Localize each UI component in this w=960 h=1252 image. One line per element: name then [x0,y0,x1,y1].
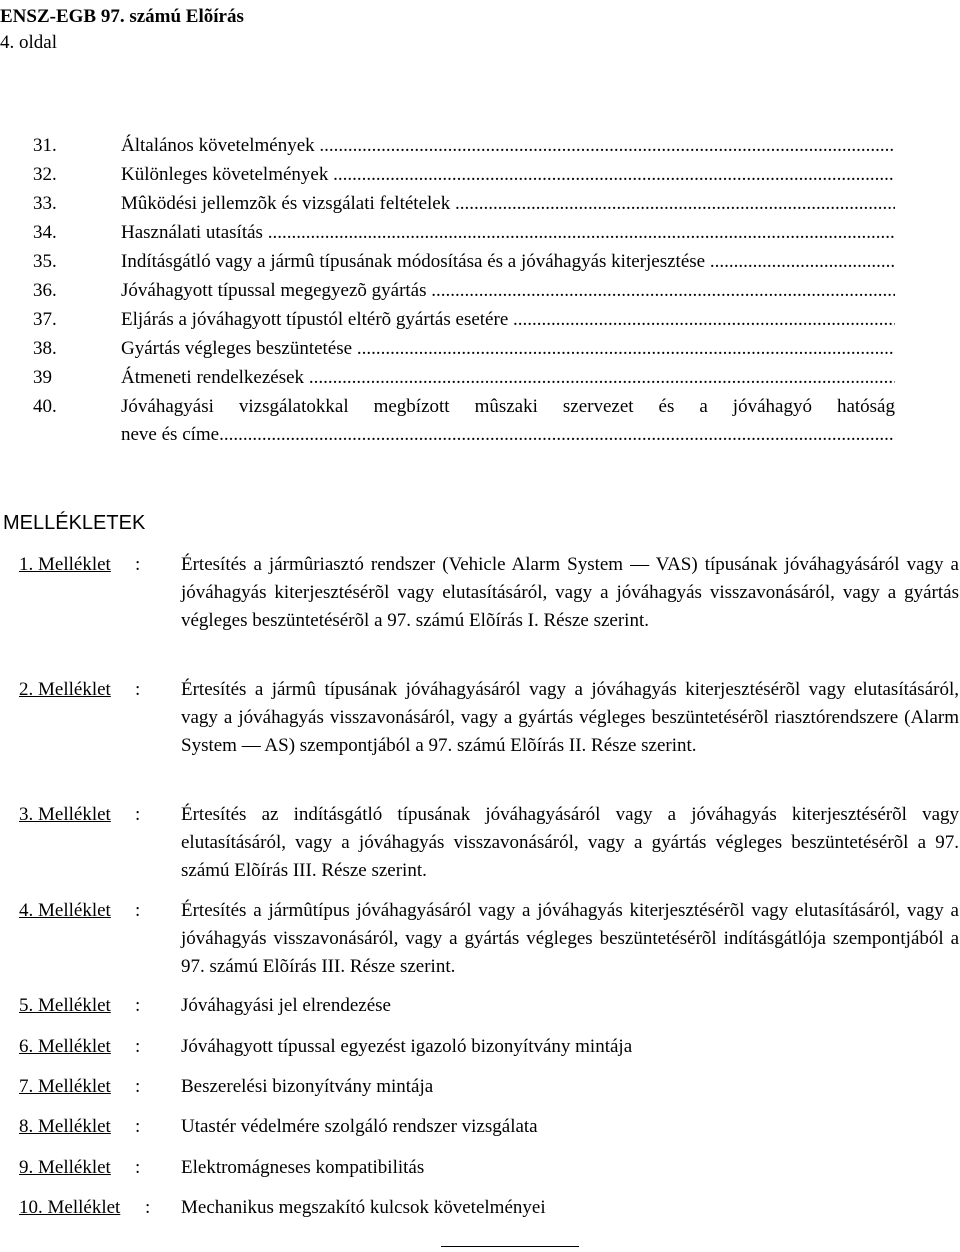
annex-description: Értesítés az indításgátló típusának jóváhagyásáról vagy a jóváhagyás kiterjesztésérõl vagy elutasításáról, vagy a jóváhagyás visszavonásáról, vagy a gyártás végleges beszüntetésérõl a 97. számú Elõírás III. Része szerint. [181,804,959,881]
page-header [0,4,244,56]
toc-number: 40. [33,396,57,417]
toc-number: 38. [33,338,57,359]
annex-item: 6. Melléklet : Jóváhagyott típussal egyezést igazoló bizonyítvány mintája [19,1033,959,1061]
toc-title: Mûködési jellemzõk és vizsgálati feltételek ..... [121,191,895,217]
toc-item[interactable] [33,220,895,249]
toc-item[interactable] [33,278,895,307]
annex-item: 7. Melléklet : Beszerelési bizonyítvány mintája [19,1073,959,1101]
annex-item: 3. Melléklet : Értesítés az indításgátló típusának jóváhagyásáról vagy a jóváhagyás kiterjesztésérõl vagy elutasításáról, vagy a jóváhagyás visszavonásáról, vagy a gyártás végleges beszüntetésérõl a 97. számú Elõírás III. Része szerint. [19,801,959,885]
toc-item[interactable] [33,133,895,162]
toc-item[interactable] [33,394,895,450]
annex-label[interactable]: 7. Melléklet [19,1076,111,1097]
annex-item: 9. Melléklet : Elektromágneses kompatibilitás [19,1154,959,1182]
toc-item[interactable] [33,249,895,278]
toc-number: 33. [33,193,57,214]
toc-title: Eljárás a jóváhagyott típustól eltérõ gyártás esetére ..... [121,307,895,333]
toc-title: Általános követelmények ..... [121,133,895,159]
toc-item[interactable] [33,336,895,365]
toc-title: Gyártás végleges beszüntetése ..... [121,336,895,362]
annex-item: 1. Melléklet : Értesítés a jármûriasztó rendszer (Vehicle Alarm System — VAS) típusának jóváhagyásáról vagy a jóváhagyás kiterjesztésérõl vagy elutasításáról, vagy a jóváhagyás visszavonásáról, vagy a gyártás végleges beszüntetésérõl a 97. számú Elõírás I. Része szerint. [19,551,959,635]
annex-description: Utastér védelmére szolgáló rendszer vizsgálata [181,1116,538,1137]
end-divider [441,1246,579,1247]
annex-description: Értesítés a jármûtípus jóváhagyásáról vagy a jóváhagyás kiterjesztésérõl vagy elutasításáról, vagy a jóváhagyás visszavonásáról, vagy a gyártás végleges beszüntetésérõl indításgátlója szempontjából a 97. számú Elõírás III. Része szerint. [181,900,959,977]
annex-description: Jóváhagyási jel elrendezése [181,995,391,1016]
toc-number: 39 [33,367,52,388]
annex-label[interactable]: 1. Melléklet [19,554,111,575]
toc-item[interactable] [33,365,895,394]
toc-title: Jóváhagyott típussal megegyezõ gyártás ..... [121,278,895,304]
toc-number: 31. [33,135,57,156]
document-title: ENSZ-EGB 97. számú Elõírás [0,6,244,27]
toc-item[interactable] [33,162,895,191]
annex-description: Beszerelési bizonyítvány mintája [181,1076,434,1097]
toc-title: Különleges követelmények ..... [121,162,895,188]
annex-description: Elektromágneses kompatibilitás [181,1157,425,1178]
annex-description: Értesítés a jármûriasztó rendszer (Vehicle Alarm System — VAS) típusának jóváhagyásáról vagy a jóváhagyás kiterjesztésérõl vagy elutasításáról, vagy a jóváhagyás visszavonásáról, vagy a gyártás végleges beszüntetésérõl a 97. számú Elõírás I. Része szerint. [181,554,959,631]
annex-label[interactable]: 5. Melléklet [19,995,111,1016]
toc-item[interactable] [33,191,895,220]
annex-item: 4. Melléklet : Értesítés a jármûtípus jóváhagyásáról vagy a jóváhagyás kiterjesztésérõl vagy elutasításáról, vagy a jóváhagyás visszavonásáról, vagy a gyártás végleges beszüntetésérõl indításgátlója szempontjából a 97. számú Elõírás III. Része szerint. [19,897,959,981]
annexes-heading: MELLÉKLETEK [3,512,146,534]
toc-number: 35. [33,251,57,272]
annex-label[interactable]: 10. Melléklet [19,1197,121,1218]
toc-item[interactable] [33,307,895,336]
page-number: 4. oldal [0,32,57,53]
toc-number: 34. [33,222,57,243]
annex-item: 8. Melléklet : Utastér védelmére szolgáló rendszer vizsgálata [19,1113,959,1141]
toc-number: 32. [33,164,57,185]
toc-number: 37. [33,309,57,330]
annex-description: Jóváhagyott típussal egyezést igazoló bizonyítvány mintája [181,1036,633,1057]
toc-title: Jóváhagyási vizsgálatokkal megbízott mûszaki szervezet és a jóváhagyó hatóság [121,396,895,417]
annex-item: 5. Melléklet : Jóváhagyási jel elrendezése [19,992,959,1020]
annex-description: Mechanikus megszakító kulcsok követelményei [181,1197,546,1218]
annex-label[interactable]: 4. Melléklet [19,900,111,921]
annex-description: Értesítés a jármû típusának jóváhagyásáról vagy a jóváhagyás kiterjesztésérõl vagy elutasításáról, vagy a jóváhagyás visszavonásáról, vagy a gyártás végleges beszüntetésérõl riasztórendszere (Alarm System — AS) szempontjából a 97. számú Elõírás II. Része szerint. [181,679,959,756]
annex-label[interactable]: 8. Melléklet [19,1116,111,1137]
annex-item: 10. Melléklet : Mechanikus megszakító kulcsok követelményei [19,1194,959,1222]
toc-title-continued: neve és címe ..... [121,422,895,448]
annex-label[interactable]: 2. Melléklet [19,679,111,700]
toc-title: Átmeneti rendelkezések ..... [121,365,895,391]
annex-label[interactable]: 3. Melléklet [19,804,111,825]
annex-item: 2. Melléklet : Értesítés a jármû típusának jóváhagyásáról vagy a jóváhagyás kiterjesztésérõl vagy elutasításáról, vagy a jóváhagyás visszavonásáról, vagy a gyártás végleges beszüntetésérõl riasztórendszere (Alarm System — AS) szempontjából a 97. számú Elõírás II. Része szerint. [19,676,959,760]
toc-title: Használati utasítás ..... [121,220,895,246]
toc-number: 36. [33,280,57,301]
annex-label[interactable]: 6. Melléklet [19,1036,111,1057]
toc-title: Indításgátló vagy a jármû típusának módosítása és a jóváhagyás kiterjesztése ..... [121,249,895,275]
table-of-contents [33,133,895,450]
annex-label[interactable]: 9. Melléklet [19,1157,111,1178]
